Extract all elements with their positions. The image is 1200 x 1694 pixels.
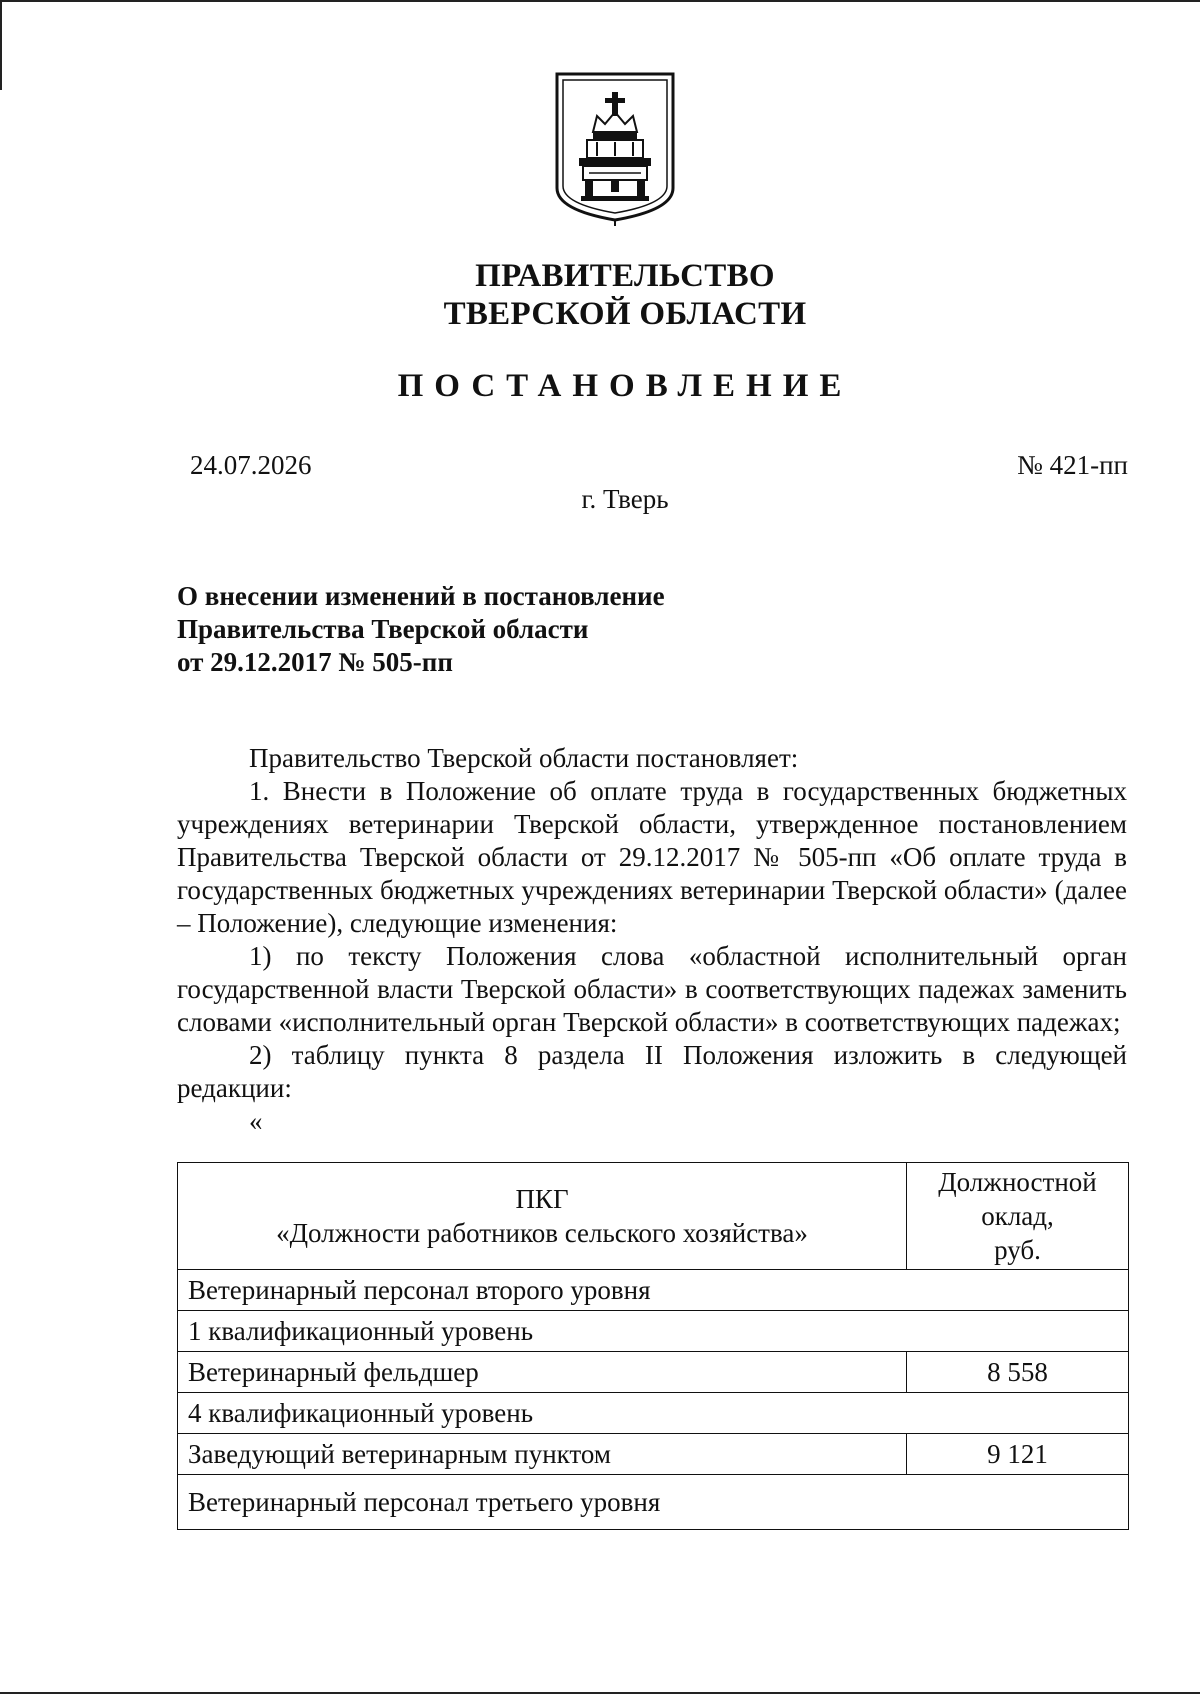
row-salary-value: 9 121 bbox=[907, 1434, 1129, 1475]
row-section-label: Ветеринарный персонал второго уровня bbox=[178, 1270, 1129, 1311]
header-cell-group bbox=[178, 1163, 907, 1270]
header-group-line: ПКГ bbox=[515, 1184, 569, 1214]
table-header-row bbox=[178, 1163, 1129, 1270]
coat-of-arms-emblem bbox=[553, 70, 677, 226]
salary-table bbox=[177, 1162, 1129, 1530]
document-body bbox=[177, 742, 1127, 1138]
subitem-1-paragraph: 1) по тексту Положения слова «областной исполнительный орган государственной власти Тверской области» в соответствующих падежах заменить словами «исполнительный орган Тверской области» в соответствующих падежах; bbox=[177, 941, 1127, 1037]
row-position-label: Заведующий ветеринарным пунктом bbox=[178, 1434, 907, 1475]
organization-name-line-1: ПРАВИТЕЛЬСТВО bbox=[475, 258, 775, 294]
header-salary-line: руб. bbox=[994, 1235, 1041, 1265]
subject-line: Правительства Тверской области bbox=[177, 614, 589, 644]
header-salary-line: Должностной bbox=[938, 1167, 1097, 1197]
opening-quote-mark: « bbox=[249, 1106, 263, 1136]
table-row bbox=[178, 1434, 1129, 1475]
document-date: 24.07.2026 bbox=[190, 450, 312, 480]
header-group-line: «Должности работников сельского хозяйства» bbox=[276, 1218, 808, 1248]
subject-line: О внесении изменений в постановление bbox=[177, 581, 665, 611]
header-cell-salary bbox=[907, 1163, 1129, 1270]
row-salary-value: 8 558 bbox=[907, 1352, 1129, 1393]
table-row bbox=[178, 1311, 1129, 1352]
row-level-label: 4 квалификационный уровень bbox=[178, 1393, 1129, 1434]
intro-paragraph: Правительство Тверской области постановляет: bbox=[249, 743, 799, 773]
row-position-label: Ветеринарный фельдшер bbox=[178, 1352, 907, 1393]
row-section-label: Ветеринарный персонал третьего уровня bbox=[178, 1475, 1129, 1530]
row-level-label: 1 квалификационный уровень bbox=[178, 1311, 1129, 1352]
table-row bbox=[178, 1475, 1129, 1530]
scan-border-top bbox=[0, 0, 1200, 2]
document-city: г. Тверь bbox=[581, 484, 669, 514]
table-row bbox=[178, 1270, 1129, 1311]
document-type: ПОСТАНОВЛЕНИЕ bbox=[397, 368, 853, 404]
item-1-paragraph: 1. Внести в Положение об оплате труда в государственных бюджетных учреждениях ветеринарии Тверской области, утвержденное постановлением Правительства Тверской области от 29.12.2017 № 505-пп «Об оплате труда в государственных бюджетных учреждениях ветеринарии Тверской области» (далее – Положение), следующие изменения: bbox=[177, 776, 1127, 938]
organization-name-line-2: ТВЕРСКОЙ ОБЛАСТИ bbox=[443, 296, 807, 332]
scan-border-left bbox=[0, 0, 2, 90]
subject-line: от 29.12.2017 № 505-пп bbox=[177, 647, 453, 677]
table-row bbox=[178, 1393, 1129, 1434]
document-number: № 421-пп bbox=[1017, 450, 1128, 480]
document-subject bbox=[177, 580, 877, 679]
table-row bbox=[178, 1352, 1129, 1393]
header-salary-line: оклад, bbox=[981, 1201, 1054, 1231]
subitem-2-paragraph: 2) таблицу пункта 8 раздела II Положения изложить в следующей редакции: bbox=[177, 1040, 1127, 1103]
